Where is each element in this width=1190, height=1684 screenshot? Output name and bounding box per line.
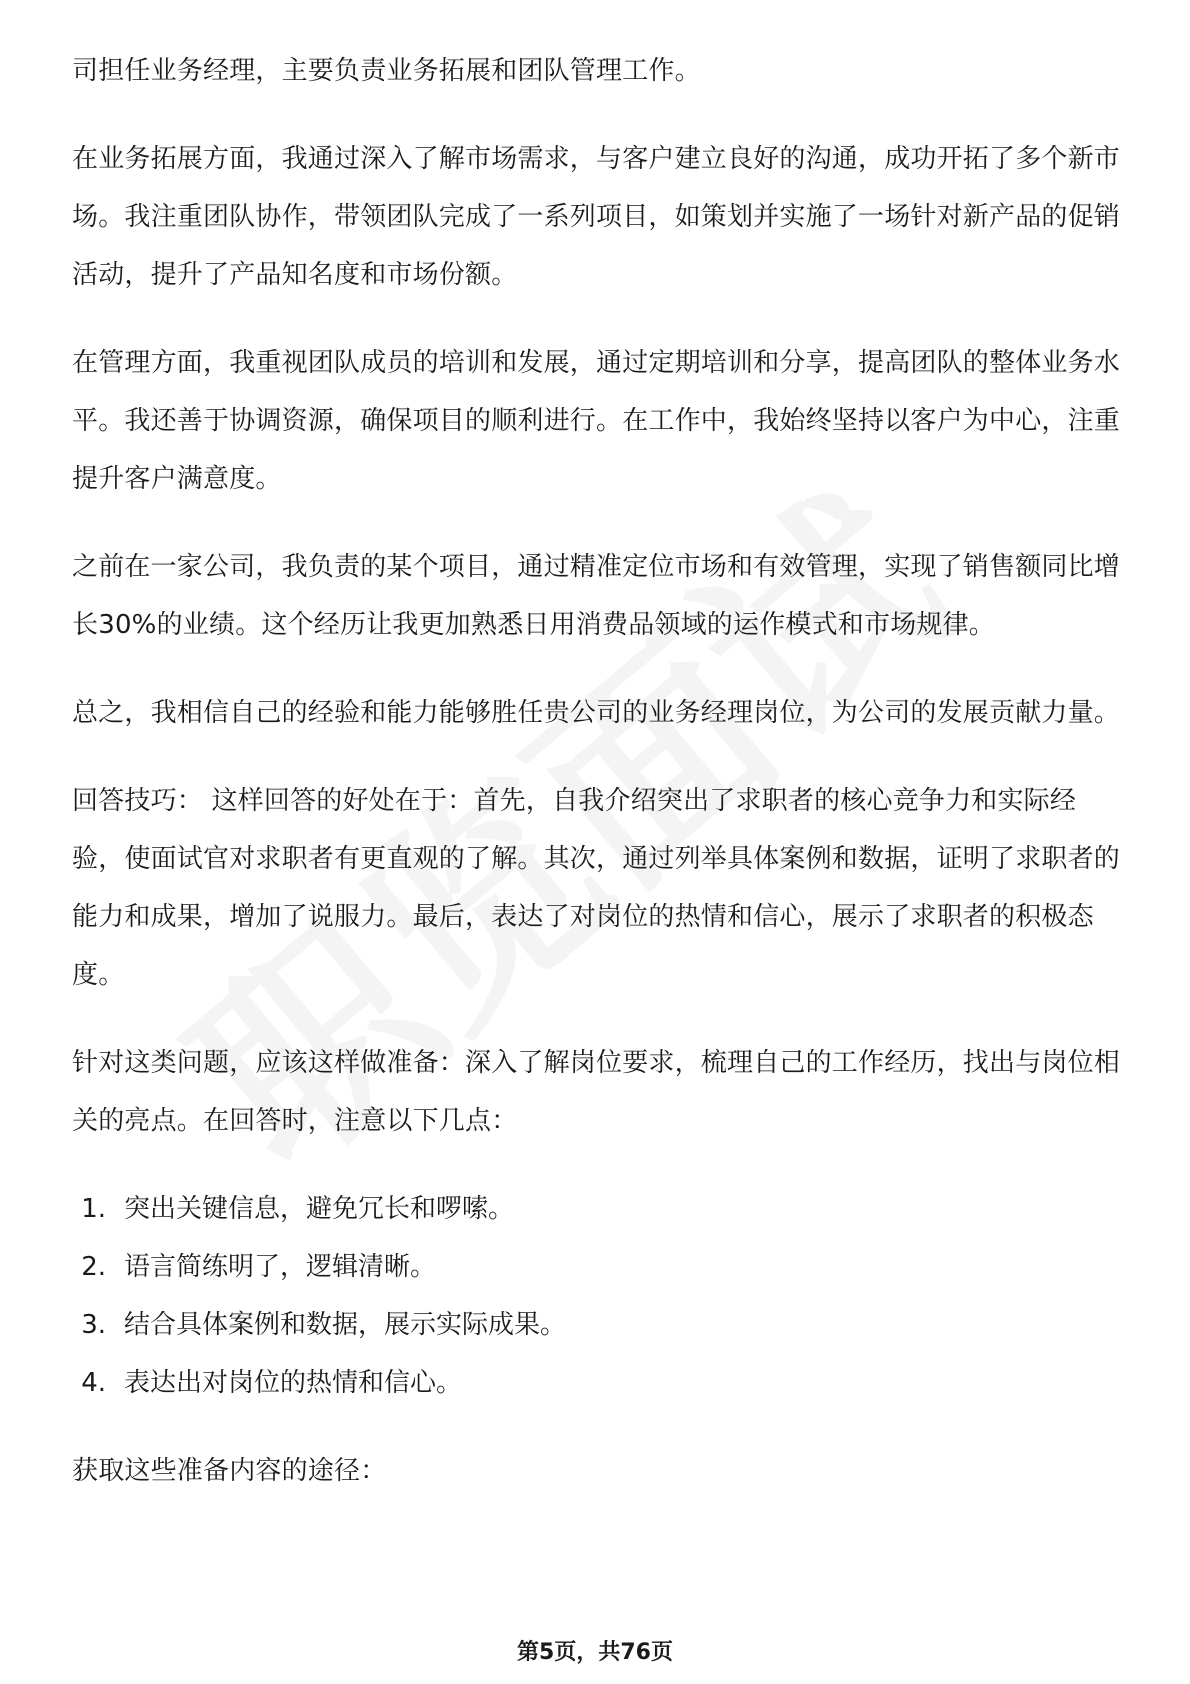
list-number: 3. — [81, 1310, 106, 1340]
list-item — [72, 1238, 1120, 1296]
list-number: 2. — [81, 1252, 106, 1282]
page-number-footer: 第5页，共76页 — [517, 1640, 673, 1665]
paragraph: 之前在一家公司，我负责的某个项目，通过精准定位市场和有效管理，实现了销售额同比增长30%的业绩。这个经历让我更加熟悉日用消费品领域的运作模式和市场规律。 — [72, 552, 1121, 640]
paragraph: 在管理方面，我重视团队成员的培训和发展，通过定期培训和分享，提高团队的整体业务水平。我还善于协调资源，确保项目的顺利进行。在工作中，我始终坚持以客户为中心，注重提升客户满意度。 — [72, 348, 1121, 494]
list-text: 结合具体案例和数据，展示实际成果。 — [124, 1310, 567, 1340]
tips-paragraph: 回答技巧： 这样回答的好处在于：首先，自我介绍突出了求职者的核心竞争力和实际经验，使面试官对求职者有更直观的了解。其次，通过列举具体案例和数据，证明了求职者的能力和成果，增加了说服力。最后，表达了对岗位的热情和信心，展示了求职者的积极态度。 — [72, 786, 1121, 990]
paragraph: 在业务拓展方面，我通过深入了解市场需求，与客户建立良好的沟通，成功开拓了多个新市场。我注重团队协作，带领团队完成了一系列项目，如策划并实施了一场针对新产品的促销活动，提升了产品知名度和市场份额。 — [72, 144, 1121, 290]
paragraph: 司担任业务经理，主要负责业务拓展和团队管理工作。 — [72, 56, 701, 86]
list-item — [72, 1180, 1120, 1238]
numbered-list — [72, 1180, 1120, 1412]
document-body — [72, 42, 1120, 1530]
list-item — [72, 1354, 1120, 1412]
preparation-paragraph: 针对这类问题，应该这样做准备：深入了解岗位要求，梳理自己的工作经历，找出与岗位相关的亮点。在回答时，注意以下几点： — [72, 1048, 1121, 1136]
list-number: 4. — [81, 1368, 106, 1398]
list-number: 1. — [81, 1194, 106, 1224]
list-item — [72, 1296, 1120, 1354]
closing-paragraph: 获取这些准备内容的途径： — [72, 1456, 387, 1486]
list-text: 语言简练明了，逻辑清晰。 — [124, 1252, 437, 1282]
list-text: 突出关键信息，避免冗长和啰嗦。 — [124, 1194, 515, 1224]
list-text: 表达出对岗位的热情和信心。 — [124, 1368, 463, 1398]
paragraph: 总之，我相信自己的经验和能力能够胜任贵公司的业务经理岗位，为公司的发展贡献力量。 — [72, 698, 1121, 728]
